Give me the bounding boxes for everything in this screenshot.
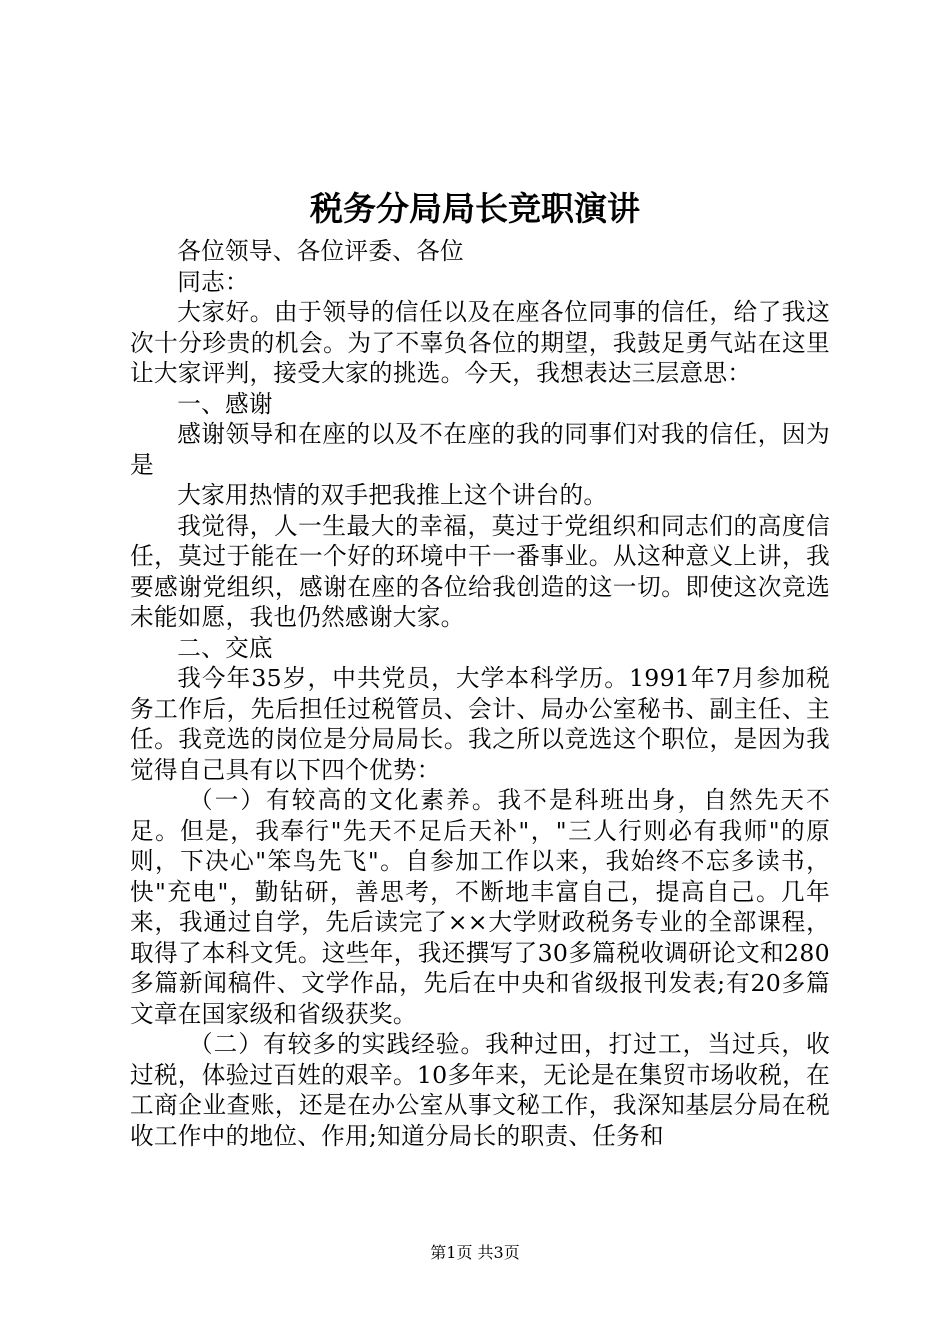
paragraph-background: 我今年35岁，中共党员，大学本科学历。1991年7月参加税务工作后，先后担任过税管员、会计、局办公室秘书、副主任、主任。我竞选的岗位是分局局长。我之所以竞选这个职位，是因为我觉得自己具有以下四个优势： (130, 664, 830, 784)
paragraph-thanks-2: 大家用热情的双手把我推上这个讲台的。 (177, 481, 608, 509)
paragraph-thanks-3: 我觉得，人一生最大的幸福，莫过于党组织和同志们的高度信任，莫过于能在一个好的环境中干一番事业。从这种意义上讲，我要感谢党组织，感谢在座的各位给我创造的这一切。即使这次竞选未能如愿，我也仍然感谢大家。 (130, 511, 830, 631)
section-heading-thanks: 一、感谢 (177, 389, 273, 418)
section-heading-background: 二、交底 (177, 633, 273, 662)
paragraph-advantage-1: （一）有较高的文化素养。我不是科班出身，自然先天不足。但是，我奉行"先天不足后天补"，"三人行则必有我师"的原则，下决心"笨鸟先飞"。自参加工作以来，我始终不忘多读书，快"充电"，勤钻研，善思考，不断地丰富自己，提高自己。几年来，我通过自学，先后读完了××大学财政税务专业的全部课程，取得了本科文凭。这些年，我还撰写了30多篇税收调研论文和280多篇新闻稿件、文学作品，先后在中央和省级报刊发表;有20多篇文章在国家级和省级获奖。 (130, 786, 830, 1028)
document-title: 税务分局局长竞职演讲 (310, 189, 640, 228)
salutation-line-1: 各位领导、各位评委、各位 (177, 237, 464, 265)
paragraph-thanks-1: 感谢领导和在座的以及不在座的我的同事们对我的信任，因为是 (130, 420, 830, 479)
salutation-line-2: 同志： (177, 267, 249, 296)
paragraph-greeting: 大家好。由于领导的信任以及在座各位同事的信任，给了我这次十分珍贵的机会。为了不辜负各位的期望，我鼓足勇气站在这里让大家评判，接受大家的挑选。今天，我想表达三层意思： (130, 298, 830, 387)
document-body (130, 236, 830, 1151)
paragraph-advantage-2: （二）有较多的实践经验。我种过田，打过工，当过兵，收过税，体验过百姓的艰辛。10多年来，无论是在集贸市场收税，在工商企业查账，还是在办公室从事文秘工作，我深知基层分局在税收工作中的地位、作用;知道分局长的职责、任务和 (130, 1030, 830, 1150)
page-number-footer: 第1页 共3页 (430, 1243, 520, 1262)
